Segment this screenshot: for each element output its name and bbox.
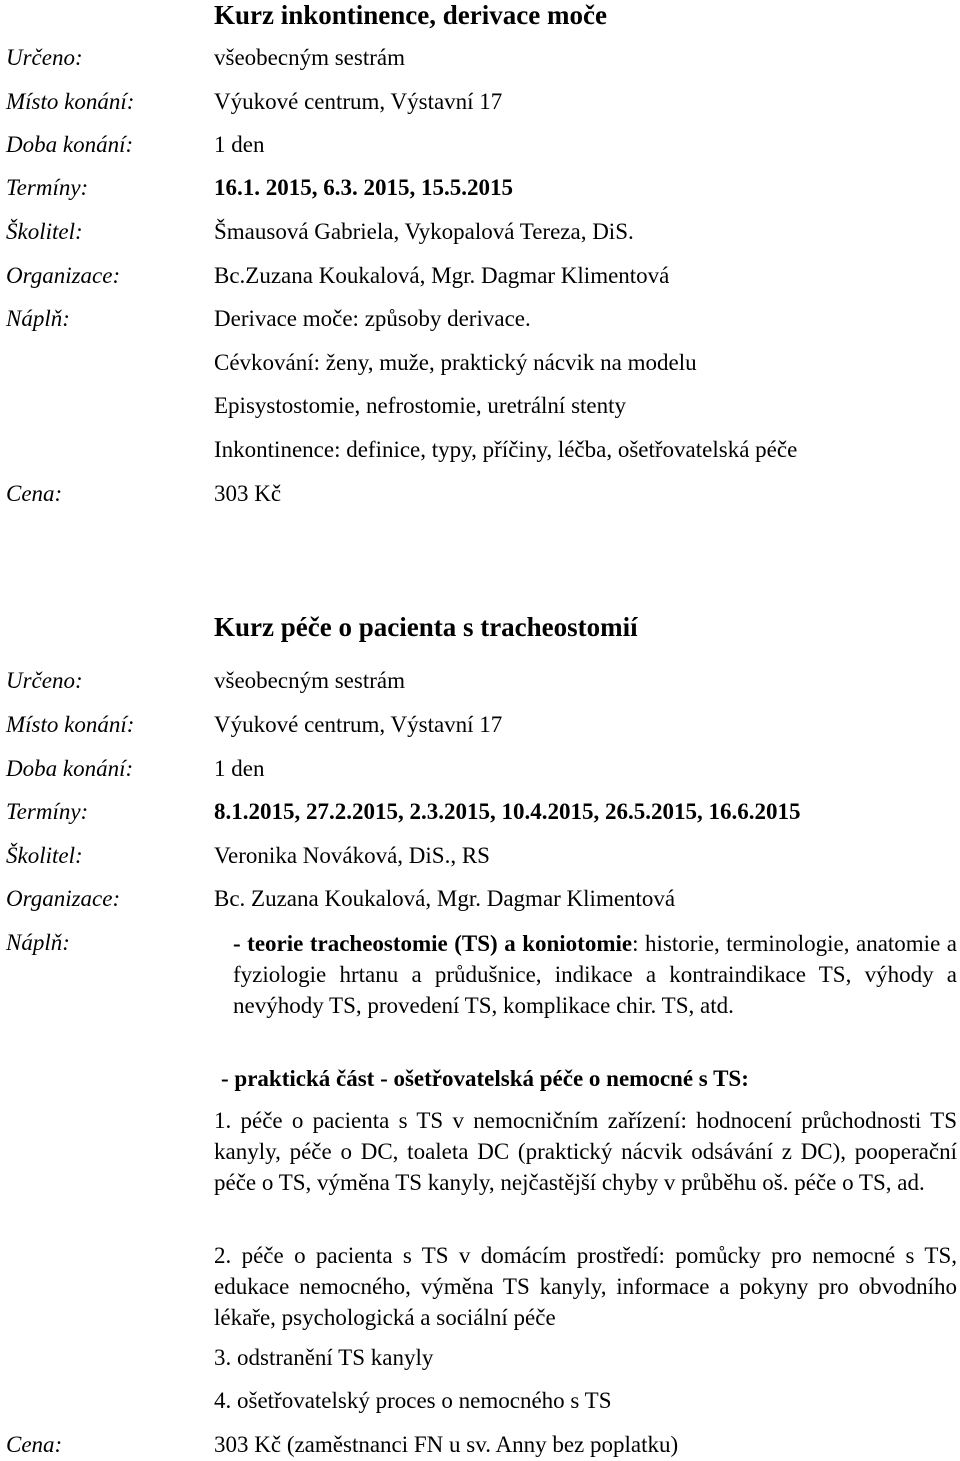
course2-theory-paragraph	[233, 928, 957, 1021]
course1-label-napln: Náplň:	[6, 306, 70, 331]
course2-doba: 1 den	[214, 756, 265, 781]
course1-cena: 303 Kč	[214, 481, 282, 506]
course2-label-napln: Náplň:	[6, 930, 70, 955]
course2-urceno: všeobecným sestrám	[214, 668, 405, 693]
course2-item-2: 2. péče o pacienta s TS v domácím prostředí: pomůcky pro nemocné s TS, edukace nemocného, výměna TS kanyly, informace a pokyny pro obvodního lékaře, psychologická a sociální péče	[214, 1243, 957, 1330]
course2-practical-heading: - praktická část - ošetřovatelská péče o nemocné s TS:	[221, 1066, 749, 1091]
course2-label-misto: Místo konání:	[6, 712, 135, 737]
course2-misto: Výukové centrum, Výstavní 17	[214, 712, 503, 737]
course1-terminy: 16.1. 2015, 6.3. 2015, 15.5.2015	[214, 175, 513, 200]
course2-label-organizace: Organizace:	[6, 886, 121, 911]
course2-label-terminy: Termíny:	[6, 799, 89, 824]
course2-theory-text: : historie, terminologie, anatomie a fyziologie hrtanu a průdušnice, indikace a kontraindikace TS, výhody a nevýhody TS, provedení TS, komplikace chir. TS, atd.	[233, 931, 957, 1018]
course2-skolitel: Veronika Nováková, DiS., RS	[214, 843, 490, 868]
course1-label-skolitel: Školitel:	[6, 219, 83, 244]
course2-label-cena: Cena:	[6, 1432, 63, 1457]
course1-title: Kurz inkontinence, derivace moče	[214, 0, 607, 30]
course1-label-urceno: Určeno:	[6, 45, 83, 70]
course2-organizace: Bc. Zuzana Koukalová, Mgr. Dagmar Klimentová	[214, 886, 676, 911]
course1-urceno: všeobecným sestrám	[214, 45, 405, 70]
course1-label-organizace: Organizace:	[6, 263, 121, 288]
course1-skolitel: Šmausová Gabriela, Vykopalová Tereza, DiS.	[214, 219, 634, 244]
course1-napln-line: Derivace moče: způsoby derivace.	[214, 306, 531, 331]
course1-organizace: Bc.Zuzana Koukalová, Mgr. Dagmar Klimentová	[214, 263, 670, 288]
course1-doba: 1 den	[214, 132, 265, 157]
course1-label-doba: Doba konání:	[6, 132, 134, 157]
course1-napln-line: Cévkování: ženy, muže, praktický nácvik na modelu	[214, 350, 697, 375]
course2-title: Kurz péče o pacienta s tracheostomií	[214, 612, 638, 642]
course1-label-cena: Cena:	[6, 481, 63, 506]
course1-label-terminy: Termíny:	[6, 175, 89, 200]
course2-label-urceno: Určeno:	[6, 668, 83, 693]
course2-cena: 303 Kč (zaměstnanci FN u sv. Anny bez poplatku)	[214, 1432, 679, 1457]
course2-theory-heading: - teorie tracheostomie (TS) a koniotomie	[233, 931, 633, 956]
course1-misto: Výukové centrum, Výstavní 17	[214, 89, 503, 114]
course2-label-doba: Doba konání:	[6, 756, 134, 781]
course2-item-1: 1. péče o pacienta s TS v nemocničním zařízení: hodnocení průchodnosti TS kanyly, péče o DC, toaleta DC (praktický nácvik odsávání z DC), pooperační péče o TS, výměna TS kanyly, nejčastější chyby v průběhu oš. péče o TS, ad.	[214, 1108, 957, 1195]
course2-label-skolitel: Školitel:	[6, 843, 83, 868]
course2-item-3: 3. odstranění TS kanyly	[214, 1345, 434, 1370]
course2-item-4: 4. ošetřovatelský proces o nemocného s TS	[214, 1388, 612, 1413]
course1-napln-line: Inkontinence: definice, typy, příčiny, léčba, ošetřovatelská péče	[214, 437, 798, 462]
course1-napln-line: Episystostomie, nefrostomie, uretrální stenty	[214, 393, 627, 418]
course2-terminy: 8.1.2015, 27.2.2015, 2.3.2015, 10.4.2015, 26.5.2015, 16.6.2015	[214, 799, 801, 824]
course1-label-misto: Místo konání:	[6, 89, 135, 114]
